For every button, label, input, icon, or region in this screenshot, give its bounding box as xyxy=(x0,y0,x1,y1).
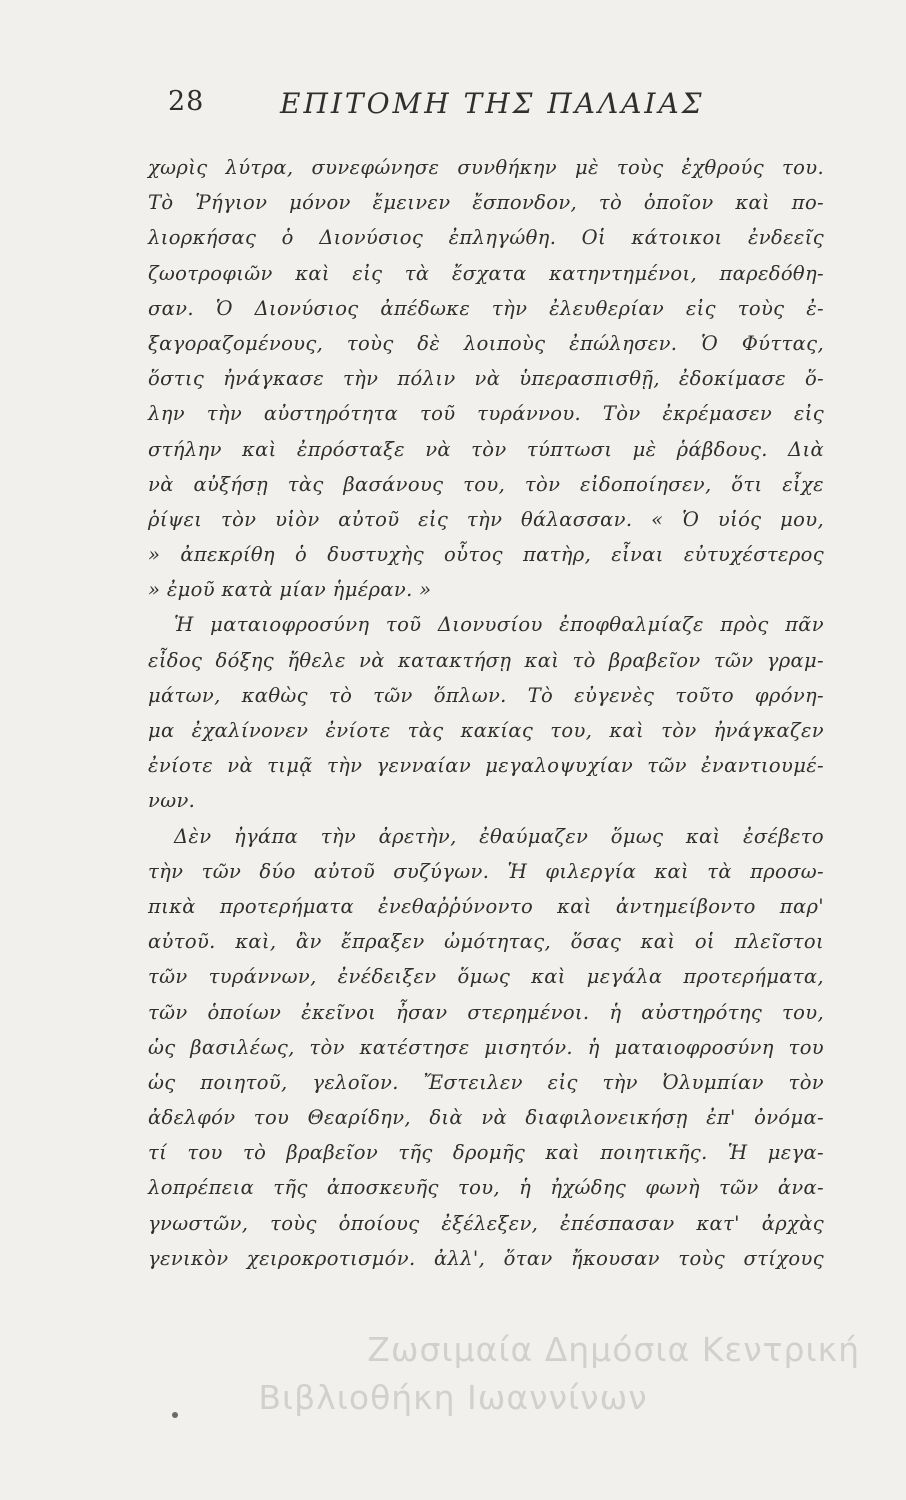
text-line: ῥίψει τὸν υἱὸν αὐτοῦ εἰς τὴν θάλασσαν. « Ὁ υἱός μου, xyxy=(148,507,824,531)
text-line: λιορκήσας ὁ Διονύσιος ἐπληγώθη. Οἱ κάτοικοι ἐνδεεῖς xyxy=(148,226,824,250)
text-line: λην τὴν αὐστηρότητα τοῦ τυράννου. Τὸν ἐκρέμασεν εἰς xyxy=(148,402,824,426)
text-line: Ἡ ματαιοφροσύνη τοῦ Διονυσίου ἐποφθαλμίαζε πρὸς πᾶν xyxy=(174,613,824,637)
library-watermark-line-1: Ζωσιμαία Δημόσια Κεντρική xyxy=(367,1330,860,1369)
text-line: μάτων, καθὼς τὸ τῶν ὅπλων. Τὸ εὐγενὲς τοῦτο φρόνη- xyxy=(148,683,824,707)
text-line: αὐτοῦ. καὶ, ἂν ἔπραξεν ὠμότητας, ὅσας καὶ οἱ πλεῖστοι xyxy=(148,930,824,954)
text-line: ἐνίοτε νὰ τιμᾷ τὴν γενναίαν μεγαλοψυχίαν τῶν ἐναντιουμέ- xyxy=(148,754,824,778)
text-line: » ἀπεκρίθη ὁ δυστυχὴς οὗτος πατὴρ, εἶναι εὐτυχέστερος xyxy=(148,543,824,567)
text-line: Δὲν ἠγάπα τὴν ἀρετὴν, ἐθαύμαζεν ὅμως καὶ ἐσέβετο xyxy=(174,824,824,848)
text-line: ζωοτροφιῶν καὶ εἰς τὰ ἔσχατα κατηντημένοι, παρεδόθη- xyxy=(148,261,824,285)
text-line: χωρὶς λύτρα, συνεφώνησε συνθήκην μὲ τοὺς ἐχθρούς του. xyxy=(148,156,824,179)
page-number: 28 xyxy=(168,86,205,117)
text-line: ξαγοραζομένους, τοὺς δὲ λοιποὺς ἐπώλησεν. Ὁ Φύττας, xyxy=(148,331,824,355)
library-watermark-line-2: Βιβλιοθήκη Ιωαννίνων xyxy=(258,1378,648,1417)
text-line: μα ἐχαλίνονεν ἐνίοτε τὰς κακίας του, καὶ τὸν ἠνάγκαζεν xyxy=(148,719,824,742)
text-line: τὴν τῶν δύο αὐτοῦ συζύγων. Ἡ φιλεργία καὶ τὰ προσω- xyxy=(148,859,824,883)
ink-dot xyxy=(172,1412,178,1418)
text-line: τῶν τυράννων, ἐνέδειξεν ὅμως καὶ μεγάλα προτερήματα, xyxy=(148,965,824,989)
text-line: ὡς ποιητοῦ, γελοῖον. Ἔστειλεν εἰς τὴν Ὀλυμπίαν τὸν xyxy=(148,1070,824,1094)
text-line: τί του τὸ βραβεῖον τῆς δρομῆς καὶ ποιητικῆς. Ἡ μεγα- xyxy=(148,1141,824,1165)
text-line: γνωστῶν, τοὺς ὁποίους ἐξέλεξεν, ἐπέσπασαν κατ' ἀρχὰς xyxy=(148,1211,824,1235)
text-line: ὅστις ἠνάγκασε τὴν πόλιν νὰ ὑπερασπισθῇ, ἐδοκίμασε ὅ- xyxy=(148,367,824,391)
text-line: τῶν ὁποίων ἐκεῖνοι ἦσαν στερημένοι. ἡ αὐστηρότης του, xyxy=(148,1000,824,1024)
text-line: στήλην καὶ ἐπρόσταξε νὰ τὸν τύπτωσι μὲ ῥάβδους. Διὰ xyxy=(148,437,824,461)
text-line: λοπρέπεια τῆς ἀποσκευῆς του, ἡ ἠχώδης φωνὴ τῶν ἀνα- xyxy=(148,1176,824,1200)
text-line: σαν. Ὁ Διονύσιος ἀπέδωκε τὴν ἐλευθερίαν εἰς τοὺς ἐ- xyxy=(148,296,824,320)
page-header xyxy=(168,86,808,126)
text-line: ἀδελφόν του Θεαρίδην, διὰ νὰ διαφιλονεικήσῃ ἐπ' ὀνόμα- xyxy=(148,1106,824,1130)
running-title: ΕΠΙΤΟΜΗ ΤΗΣ ΠΑΛΑΙΑΣ xyxy=(280,87,705,120)
text-line: νων. xyxy=(148,789,196,813)
body-text xyxy=(148,150,824,1276)
text-line: ὡς βασιλέως, τὸν κατέστησε μισητόν. ἡ ματαιοφροσύνη του xyxy=(148,1035,824,1059)
text-line: » ἐμοῦ κατὰ μίαν ἡμέραν. » xyxy=(148,578,432,602)
text-line: γενικὸν χειροκροτισμόν. ἀλλ', ὅταν ἤκουσαν τοὺς στίχους xyxy=(148,1246,824,1270)
text-line: εἶδος δόξης ἤθελε νὰ κατακτήσῃ καὶ τὸ βραβεῖον τῶν γραμ- xyxy=(148,648,824,672)
text-line: νὰ αὐξήσῃ τὰς βασάνους του, τὸν εἰδοποίησεν, ὅτι εἶχε xyxy=(148,472,824,496)
text-line: Τὸ Ῥήγιον μόνον ἔμεινεν ἔσπονδον, τὸ ὁποῖον καὶ πο- xyxy=(148,191,824,215)
text-line: πικὰ προτερήματα ἐνεθαῤῥύνοντο καὶ ἀντημείβοντο παρ' xyxy=(148,894,824,918)
